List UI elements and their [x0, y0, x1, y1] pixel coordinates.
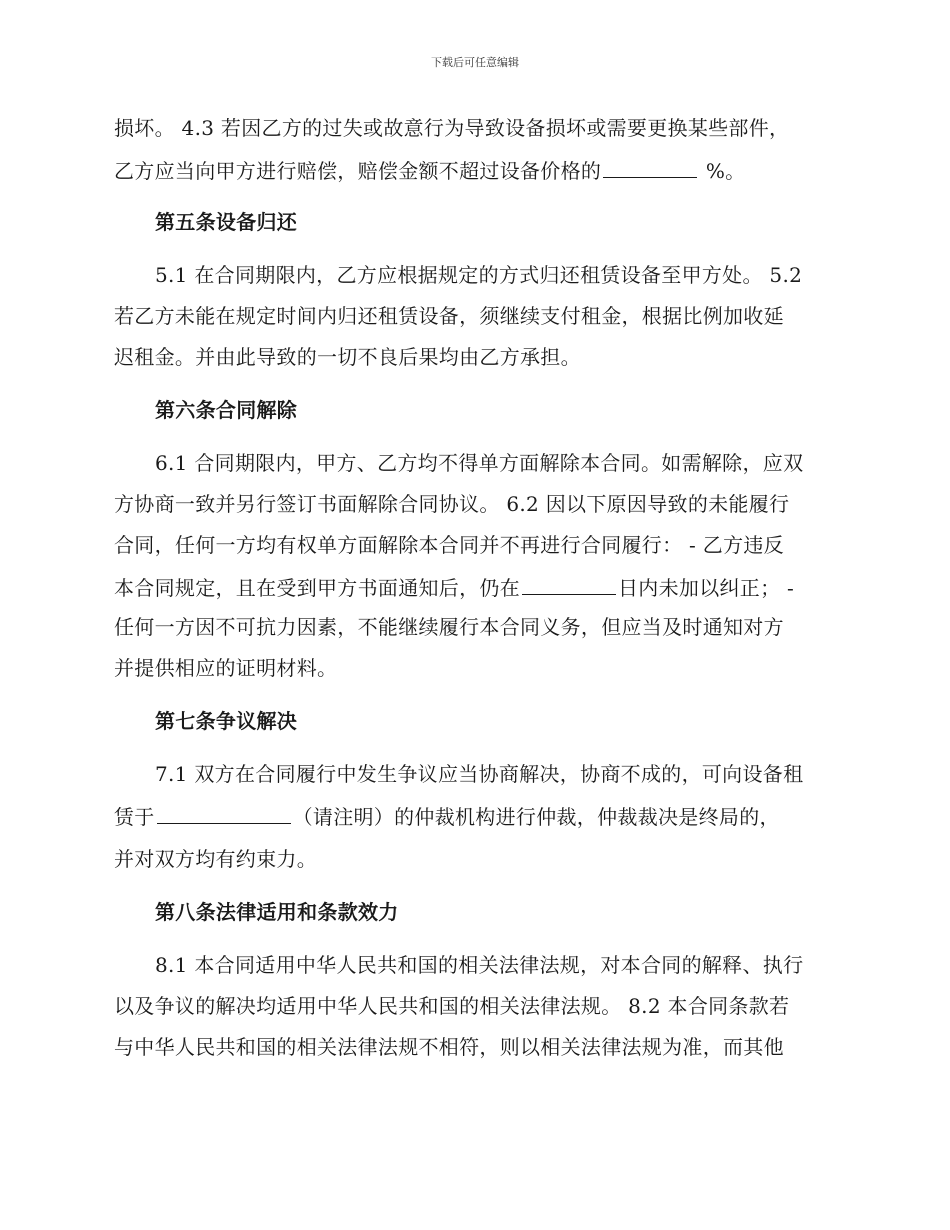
text-line: 6.1 合同期限内，甲方、乙方均不得单方面解除本合同。如需解除，应双 — [155, 451, 804, 475]
text-line — [114, 574, 794, 600]
section-heading: 第五条设备归还 — [155, 210, 298, 234]
section-heading: 第八条法律适用和条款效力 — [155, 900, 399, 924]
text-segment: 乙方应当向甲方进行赔偿，赔偿金额不超过设备价格的 — [114, 159, 602, 183]
text-line — [114, 157, 745, 183]
text-line: 并提供相应的证明材料。 — [114, 656, 338, 680]
text-segment: （请注明）的仲裁机构进行仲裁，仲裁裁决是终局的， — [292, 805, 780, 829]
section-heading: 第六条合同解除 — [155, 398, 298, 422]
text-segment: 本合同规定，且在受到甲方书面通知后，仍在 — [114, 576, 520, 600]
text-line — [114, 803, 780, 829]
text-line: 任何一方因不可抗力因素，不能继续履行本合同义务，但应当及时通知对方 — [114, 615, 784, 639]
text-line: 损坏。 4.3 若因乙方的过失或故意行为导致设备损坏或需要更换某些部件， — [114, 116, 790, 140]
text-line: 8.1 本合同适用中华人民共和国的相关法律法规，对本合同的解释、执行 — [155, 953, 804, 977]
text-line: 5.1 在合同期限内，乙方应根据规定的方式归还租赁设备至甲方处。 5.2 — [155, 263, 803, 287]
text-line: 方协商一致并另行签订书面解除合同协议。 6.2 因以下原因导致的未能履行 — [114, 492, 790, 516]
fill-in-blank — [603, 157, 697, 178]
text-line: 若乙方未能在规定时间内归还租赁设备，须继续支付租金，根据比例加收延 — [114, 304, 784, 328]
text-line: 并对双方均有约束力。 — [114, 847, 317, 871]
text-line: 7.1 双方在合同履行中发生争议应当协商解决，协商不成的，可向设备租 — [155, 762, 804, 786]
text-segment: 赁于 — [114, 805, 155, 829]
text-segment: 日内未加以纠正； - — [618, 576, 795, 600]
text-line: 与中华人民共和国的相关法律法规不相符，则以相关法律法规为准，而其他 — [114, 1035, 784, 1059]
section-heading: 第七条争议解决 — [155, 709, 298, 733]
fill-in-blank — [157, 803, 291, 824]
fill-in-blank — [522, 574, 616, 595]
text-line: 合同，任何一方均有权单方面解除本合同并不再进行合同履行： - 乙方违反 — [114, 533, 784, 557]
text-segment: %。 — [699, 159, 746, 183]
text-line: 迟租金。并由此导致的一切不良后果均由乙方承担。 — [114, 345, 581, 369]
page-header: 下载后可任意编辑 — [431, 56, 519, 69]
text-line: 以及争议的解决均适用中华人民共和国的相关法律法规。 8.2 本合同条款若 — [114, 994, 790, 1018]
